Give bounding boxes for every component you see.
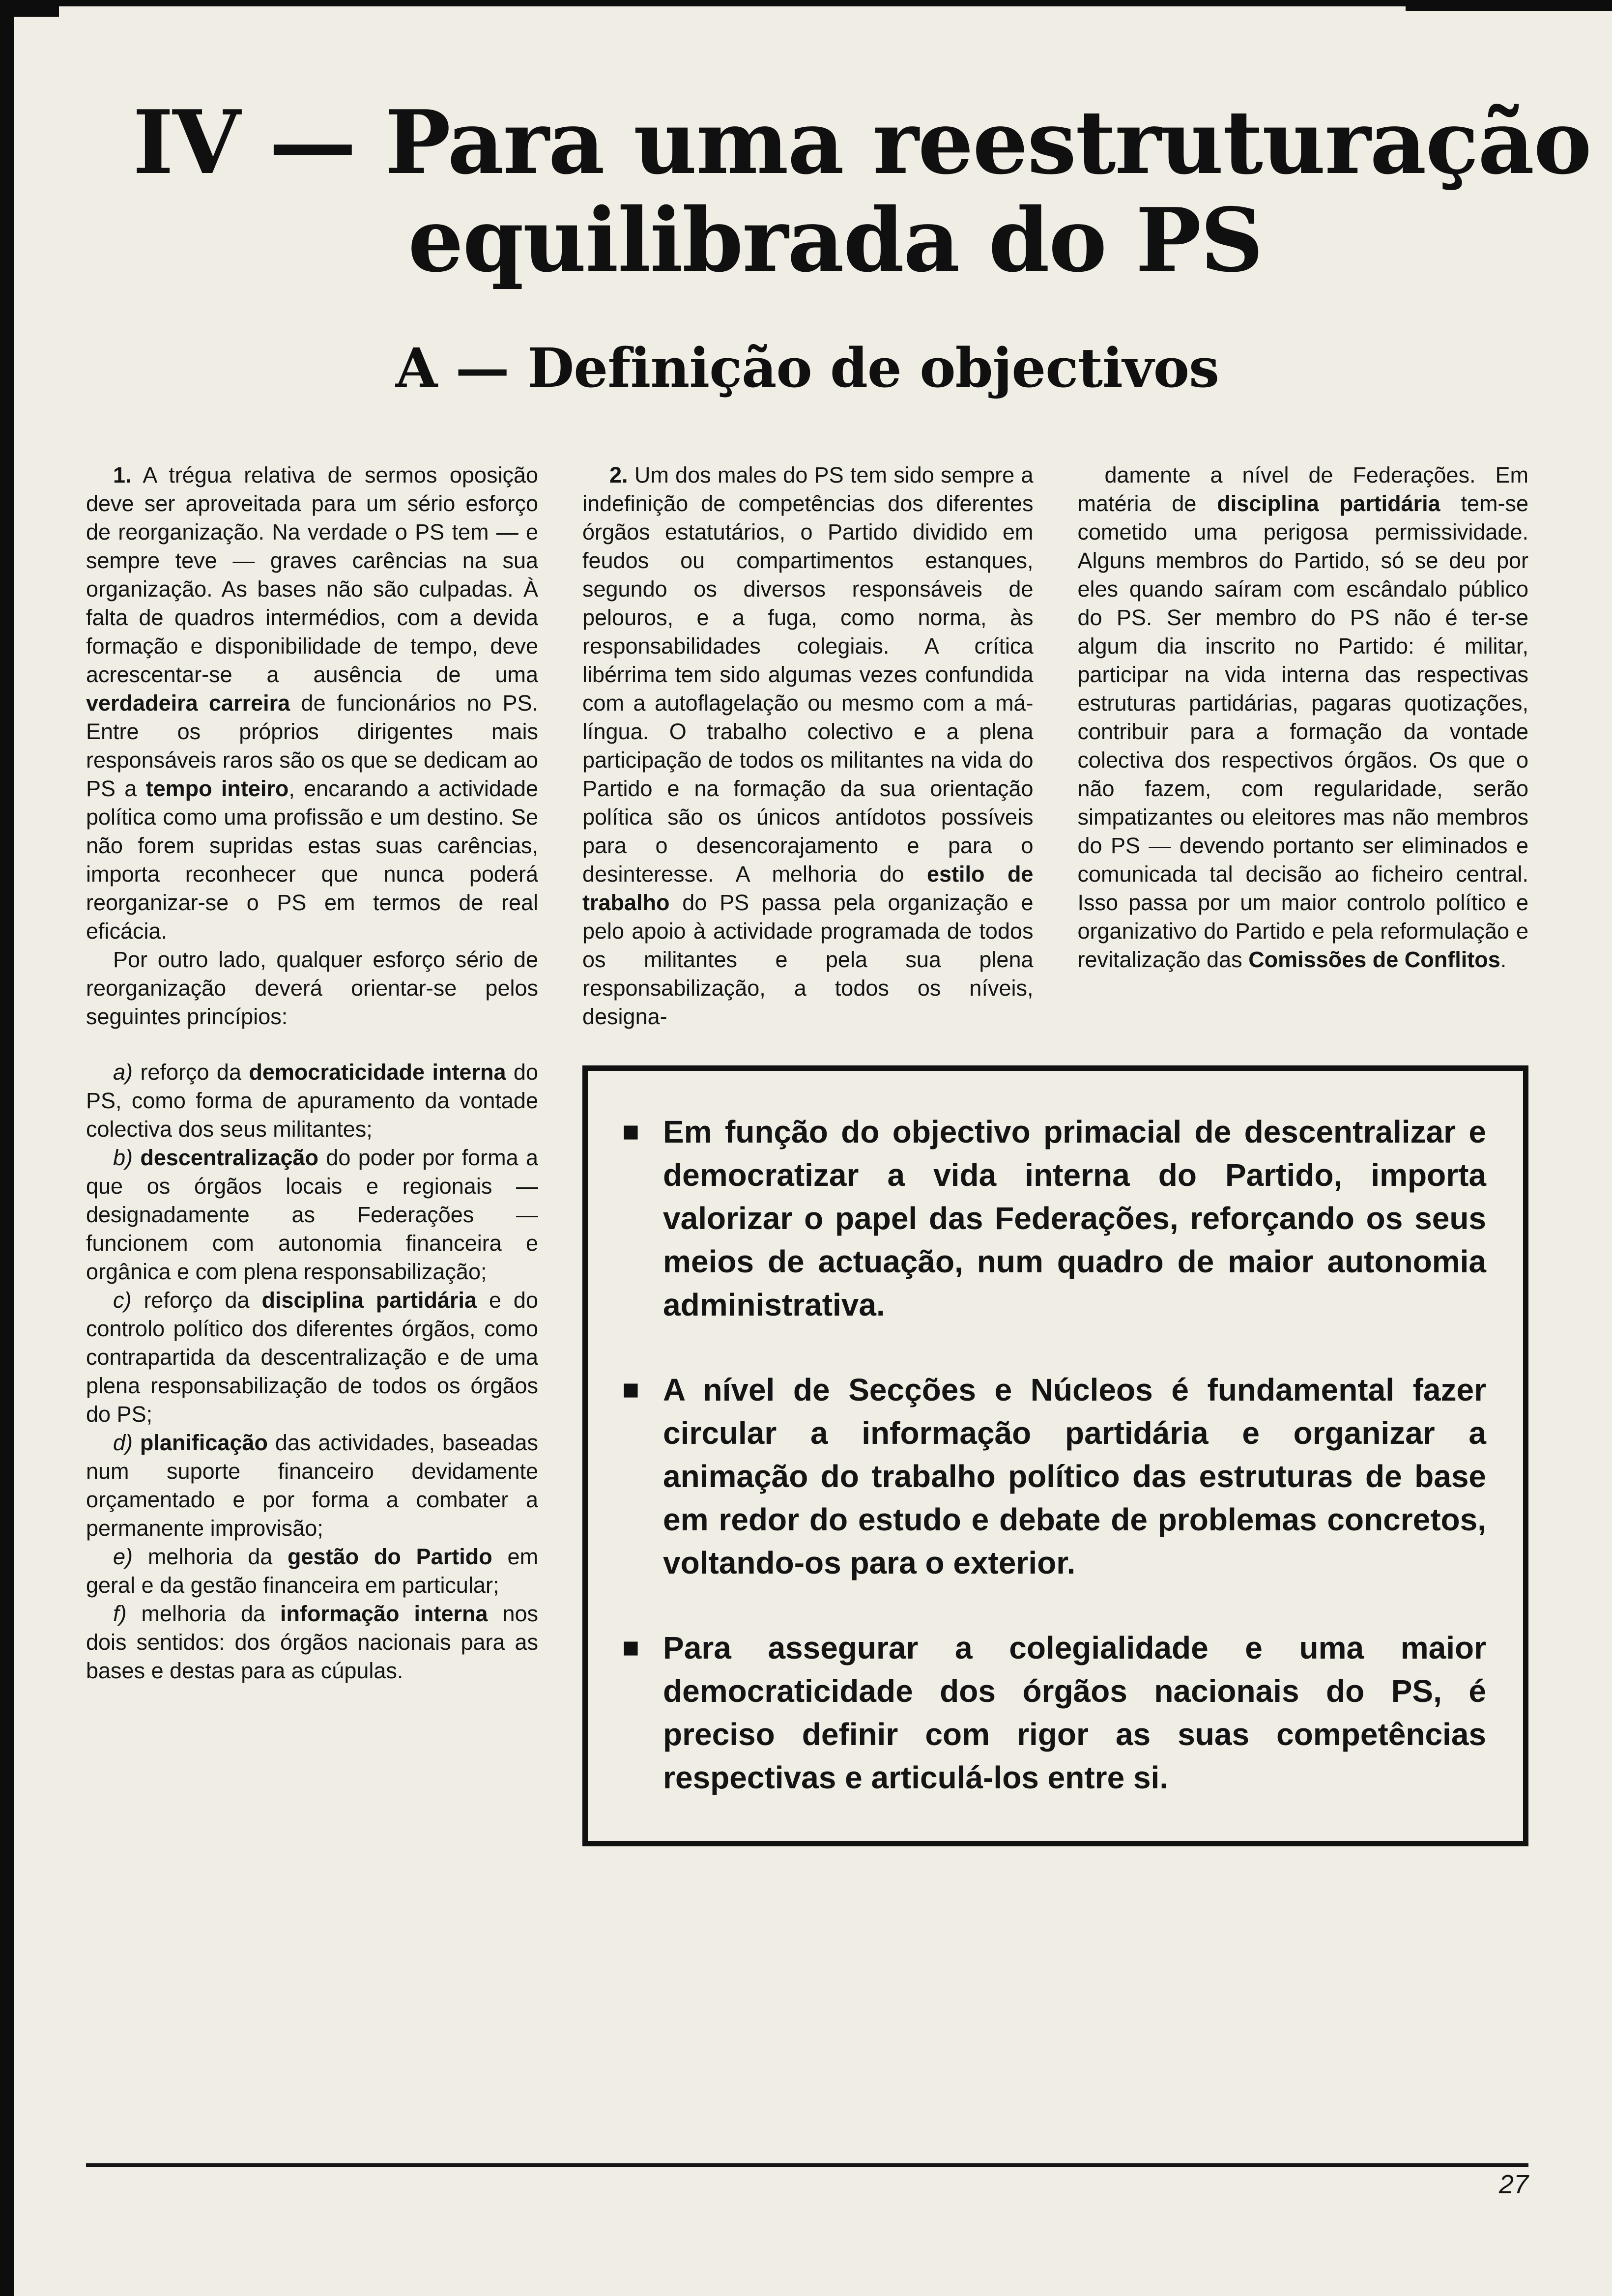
bullet-square-icon: ■ xyxy=(622,1631,640,1664)
highlight-item-1 xyxy=(622,1110,1486,1326)
highlight-box xyxy=(582,1065,1528,1846)
paragraph-2: 2. Um dos males do PS tem sido sempre a indefinição de competências dos diferentes órgãos estatutários, o Partido dividido em feudos ou compartimentos estanques, segundo os diversos responsáveis de pelouros, e a fuga, como norma, às responsabilidades colegiais. A crítica libérrima tem sido algumas vezes confundida com a autoflagelação ou mesmo com a má-língua. O trabalho colectivo e a plena participação de todos os militantes na vida do Partido e na formação da sua orientação política são os únicos antídotos possíveis para o desencorajamento e para o desinteresse. A melhoria do estilo de trabalho do PS passa pela organização e pelo apoio à actividade programada de todos os militantes e pela sua plena responsabilização, a todos os níveis, designa- xyxy=(582,462,1034,1029)
scan-edge-left xyxy=(0,0,14,2296)
page-header xyxy=(86,91,1591,400)
right-columns xyxy=(582,461,1528,1031)
scan-edge-corner xyxy=(0,0,59,17)
principle-item-d: d) planificação das actividades, baseadas num suporte financeiro devidamente orçamentado e por forma a combater a permanente improvisão; xyxy=(86,1430,538,1541)
principle-item-c: c) reforço da disciplina partidária e do controlo político dos diferentes órgãos, como contrapartida da descentralização e de uma plena responsabilização de todos os órgãos do PS; xyxy=(86,1287,538,1427)
principles-list xyxy=(86,1058,538,1685)
section-subtitle: A — Definição de objectivos xyxy=(395,336,1219,400)
page-content xyxy=(86,461,1528,1846)
page-number: 27 xyxy=(1498,2170,1528,2199)
footer-rule xyxy=(86,2163,1528,2167)
page-footer xyxy=(86,2163,1528,2200)
paragraph-2-continuation: damente a nível de Federações. Em matéria de disciplina partidária tem-se cometido uma perigosa permissividade. Alguns membros do Partido, só se deu por eles quando saíram com escândalo público do PS. Ser membro do PS não é ter-se algum dia inscrito no Partido: é militar, participar na vida interna das respectivas estruturas partidárias, pagaras quotizações, contribuir para a formação da vontade colectiva dos respectivos órgãos. Os que o não fazem, com regularidade, serão simpatizantes ou eleitores mas não membros do PS — devendo portanto ser eliminados e comunicada tal decisão ao ficheiro central. Isso passa por um maior controlo político e organizativo do Partido e pela reformulação e revitalização das Comissões de Conflitos. xyxy=(1077,462,1528,972)
highlight-text-3: Para assegurar a colegialidade e uma maior democraticidade dos órgãos nacionais do PS, é preciso definir com rigor as suas competências respectivas e articulá-los entre si. xyxy=(663,1630,1486,1795)
column-2 xyxy=(582,461,1034,1031)
paragraph-principles-intro: Por outro lado, qualquer esforço sério de reorganização deverá orientar-se pelos seguintes princípios: xyxy=(86,947,538,1029)
principle-item-b: b) descentralização do poder por forma a que os órgãos locais e regionais — designadamente as Federações — funcionem com autonomia financeira e orgânica e com plena responsabilização; xyxy=(86,1145,538,1284)
highlight-text-1: Em função do objectivo primacial de descentralizar e democratizar a vida interna do Partido, importa valorizar o papel das Federações, reforçando os seus meios de actuação, num quadro de maior autonomia administrativa. xyxy=(663,1114,1486,1322)
highlight-item-2 xyxy=(622,1368,1486,1584)
title-line-1: IV — Para uma reestruturação xyxy=(133,91,1591,194)
paragraph-1: 1. A trégua relativa de sermos oposição deve ser aproveitada para um sério esforço de reorganização. Na verdade o PS tem — e sempre teve — graves carências na sua organização. As bases não são culpadas. À falta de quadros intermédios, com a devida formação e disponibilidade de tempo, deve acrescentar-se a ausência de uma verdadeira carreira de funcionários no PS. Entre os próprios dirigentes mais responsáveis raros são os que se dedicam ao PS a tempo inteiro, encarando a actividade política como uma profissão e um destino. Se não forem supridas estas suas carências, importa reconhecer que nunca poderá reorganizar-se o PS em termos de real eficácia. xyxy=(86,462,539,944)
bullet-square-icon: ■ xyxy=(622,1373,640,1406)
page-title xyxy=(133,91,1591,292)
scan-edge-top xyxy=(0,0,1612,6)
column-3 xyxy=(1078,461,1529,1031)
title-line-2: equilibrada do PS xyxy=(408,189,1263,292)
principle-item-e: e) melhoria da gestão do Partido em geral e da gestão financeira em particular; xyxy=(86,1544,538,1598)
scan-edge-top-right xyxy=(1406,0,1612,11)
bullet-square-icon: ■ xyxy=(622,1115,640,1148)
highlight-text-2: A nível de Secções e Núcleos é fundamental fazer circular a informação partidária e organizar a animação do trabalho político das estruturas de base em redor do estudo e debate de problemas concretos, voltando-os para o exterior. xyxy=(663,1372,1486,1580)
column-1 xyxy=(86,461,538,1846)
principle-item-f: f) melhoria da informação interna nos dois sentidos: dos órgãos nacionais para as bases e destas para as cúpulas. xyxy=(86,1601,538,1683)
right-area xyxy=(582,461,1528,1846)
principle-item-a: a) reforço da democraticidade interna do PS, como forma de apuramento da vontade colectiva dos seus militantes; xyxy=(86,1059,538,1142)
highlight-item-3 xyxy=(622,1626,1486,1799)
